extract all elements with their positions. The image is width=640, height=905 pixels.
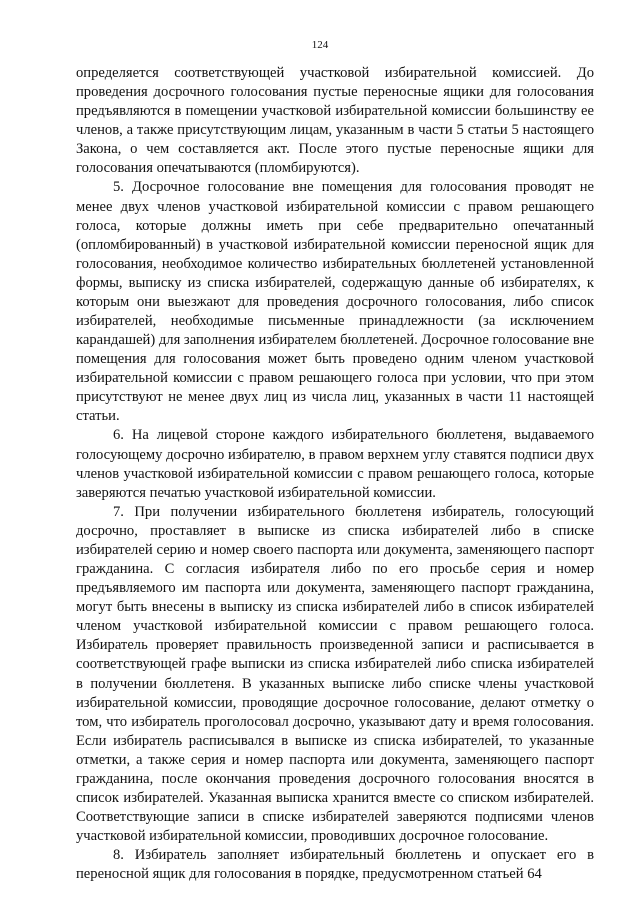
paragraph-item-6: 6. На лицевой стороне каждого избирательного бюллетеня, выдаваемого голосующему досрочно избирателю, в правом верхнем углу ставятся подписи двух членов участковой избирательной комиссии с правом решающего голоса, которые заверяются печатью участковой избирательной комиссии. <box>76 427 594 501</box>
paragraph-item-7: 7. При получении избирательного бюллетеня избиратель, голосующий досрочно, проставляет в выписке из списка избирателей либо в списке избирателей серию и номер своего паспорта или документа, заменяющего паспорт гражданина. С согласия избирателя либо по его просьбе серия и номер предъявляемого им паспорта или документа, заменяющего паспорт гражданина, могут быть внесены в выписку из списка избирателей либо в список избирателей членом участковой избирательной комиссии с правом решающего голоса. Избиратель проверяет правильность произведенной записи и расписывается в соответствующей графе выписки из списка избирателей либо списка избирателей в получении бюллетеня. В указанных выписке либо списке члены участковой избирательной комиссии, проводящие досрочное голосование, делают отметку о том, что избиратель проголосовал досрочно, указывают дату и время голосования. Если избиратель расписывался в выписке из списка избирателей, то указанные отметки, а также серия и номер паспорта или документа, заменяющего паспорт гражданина, после окончания проведения досрочного голосования вносятся в список избирателей. Указанная выписка хранится вместе со списком избирателей. Соответствующие записи в списке избирателей заверяются подписями членов участковой избирательной комиссии, проводивших досрочное голосование. <box>76 503 594 845</box>
paragraph-continuation: определяется соответствующей участковой избирательной комиссией. До проведения досрочного голосования пустые переносные ящики для голосования предъявляются в помещении участковой избирательной комиссии большинству ее членов, а также присутствующим лицам, указанным в части 5 статьи 5 настоящего Закона, о чем составляется акт. После этого пустые переносные ящики для голосования опечатываются (пломбируются). <box>76 65 594 177</box>
page-number: 124 <box>311 39 329 51</box>
document-body <box>76 64 594 884</box>
paragraph-item-8: 8. Избиратель заполняет избирательный бюллетень и опускает его в переносной ящик для голосования в порядке, предусмотренном статьей 64 <box>76 847 594 883</box>
paragraph-item-5: 5. Досрочное голосование вне помещения для голосования проводят не менее двух членов участковой избирательной комиссии с правом решающего голоса, которые должны иметь при себе предварительно опечатанный (опломбированный) в участковой избирательной комиссии переносной ящик для голосования, необходимое количество избирательных бюллетеней установленной формы, выписку из списка избирателей, содержащую данные об избирателях, к которым они выезжают для проведения досрочного голосования, либо список избирателей, необходимые письменные принадлежности (за исключением карандашей) для заполнения избирателем бюллетеней. Досрочное голосование вне помещения для голосования может быть проведено одним членом участковой избирательной комиссии с правом решающего голоса при условии, что при этом присутствуют не менее двух лиц из числа лиц, указанных в части 11 настоящей статьи. <box>76 179 595 425</box>
